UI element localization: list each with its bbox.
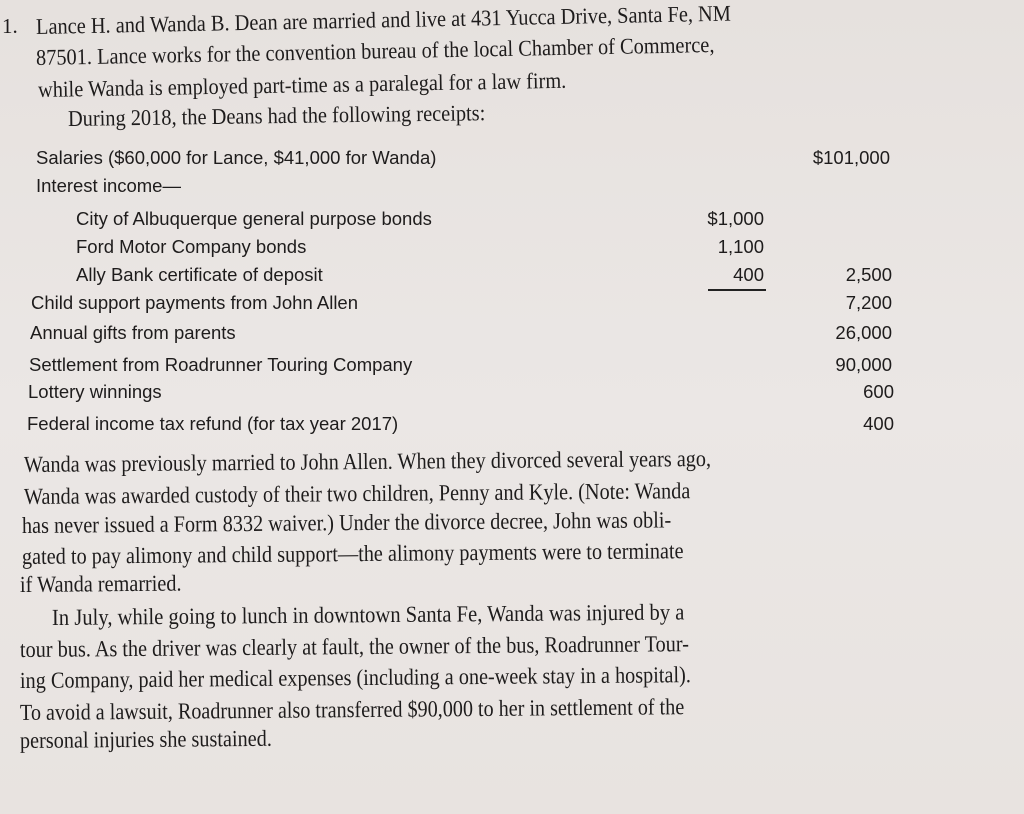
paragraph-2-line: To avoid a lawsuit, Roadrunner also transferred $90,000 to her in settlement of the <box>19 694 685 725</box>
intro-line-3: while Wanda is employed part-time as a paralegal for a law firm. <box>37 67 567 102</box>
paragraph-1-line: gated to pay alimony and child support—the alimony payments were to terminate <box>21 538 684 569</box>
intro-line-1: Lance H. and Wanda B. Dean are married and live at 431 Yucca Drive, Santa Fe, NM <box>35 0 732 39</box>
receipt-label: Lottery winnings <box>28 381 162 402</box>
paragraph-2-line: In July, while going to lunch in downtown Santa Fe, Wanda was injured by a <box>51 599 685 630</box>
paragraph-2-line: personal injuries she sustained. <box>19 725 272 753</box>
receipt-label: Annual gifts from parents <box>30 322 236 343</box>
subtotal-underline <box>708 289 766 291</box>
receipt-total: 90,000 <box>835 354 892 375</box>
receipt-total: $101,000 <box>812 147 890 168</box>
paragraph-1-line: if Wanda remarried. <box>19 570 182 597</box>
receipt-total: 400 <box>863 413 894 434</box>
receipt-label: Settlement from Roadrunner Touring Company <box>29 354 413 375</box>
receipt-label: Salaries ($60,000 for Lance, $41,000 for Wanda) <box>36 147 437 168</box>
receipt-total: 26,000 <box>835 322 892 343</box>
paragraph-2-line: tour bus. As the driver was clearly at fault, the owner of the bus, Roadrunner Tour- <box>19 631 690 662</box>
receipt-label: Child support payments from John Allen <box>31 292 359 313</box>
paragraph-1-line: Wanda was awarded custody of their two children, Penny and Kyle. (Note: Wanda <box>23 478 691 509</box>
receipt-inner-amount: $1,000 <box>707 208 764 229</box>
receipt-total: 2,500 <box>845 264 892 285</box>
receipt-label: Ally Bank certificate of deposit <box>76 264 323 285</box>
receipt-label: Federal income tax refund (for tax year 2017) <box>27 413 399 434</box>
intro-line-4: During 2018, the Deans had the following receipts: <box>67 100 486 131</box>
receipt-inner-amount: 1,100 <box>717 236 764 257</box>
paragraph-1-line: has never issued a Form 8332 waiver.) Under the divorce decree, John was obli- <box>21 507 672 538</box>
paragraph-1-line: Wanda was previously married to John Allen. When they divorced several years ago, <box>23 446 712 477</box>
paragraph-2-line: ing Company, paid her medical expenses (including a one-week stay in a hospital). <box>19 662 691 693</box>
receipt-label: Ford Motor Company bonds <box>76 236 307 257</box>
receipt-total: 600 <box>863 381 894 402</box>
receipt-inner-amount: 400 <box>733 264 764 285</box>
receipt-label: Interest income— <box>36 175 181 196</box>
intro-line-2: 87501. Lance works for the convention bureau of the local Chamber of Commerce, <box>35 31 715 70</box>
problem-number: 1. <box>2 14 18 38</box>
receipt-label: City of Albuquerque general purpose bonds <box>76 208 432 229</box>
receipt-total: 7,200 <box>845 292 892 313</box>
